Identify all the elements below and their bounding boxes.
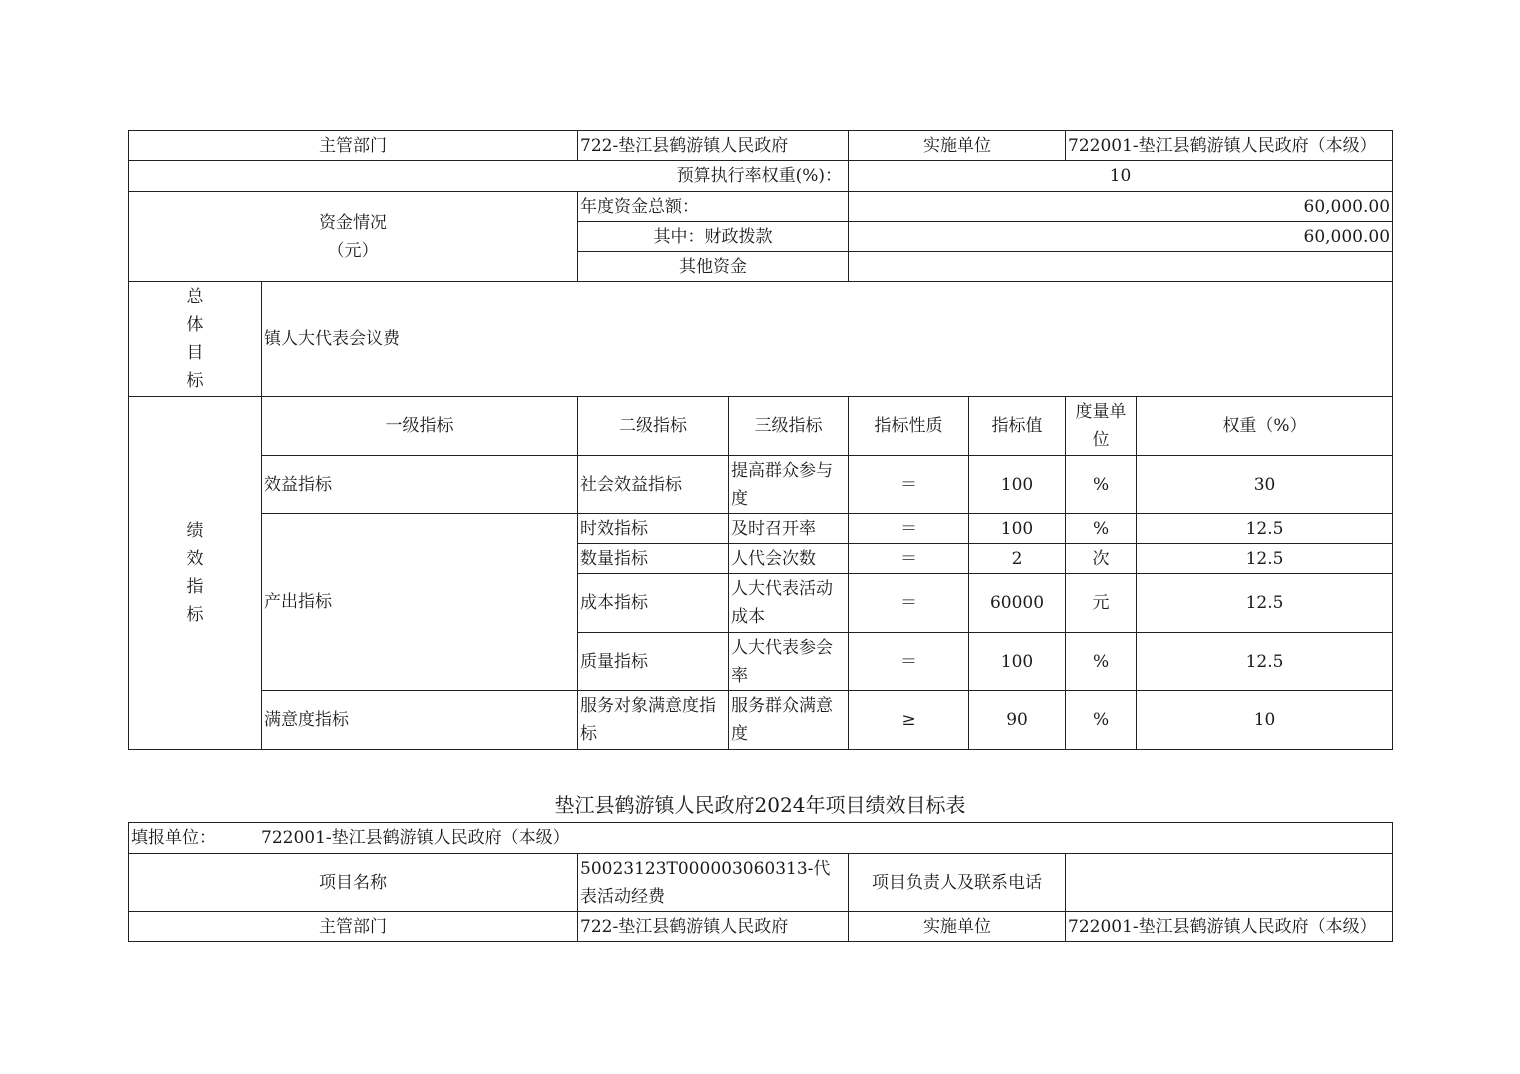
goal-char: 目 bbox=[186, 343, 204, 363]
header-value: 指标值 bbox=[969, 397, 1066, 456]
nature-cell: ＝ bbox=[849, 514, 969, 544]
level1-cell: 满意度指标 bbox=[262, 691, 578, 750]
header-level2: 二级指标 bbox=[578, 397, 729, 456]
fill-unit-label: 填报单位： bbox=[131, 828, 216, 848]
table-row bbox=[129, 514, 1393, 544]
table-row bbox=[129, 456, 1393, 514]
unit-cell: % bbox=[1066, 691, 1137, 750]
perf-char: 指 bbox=[186, 577, 204, 597]
funds-label bbox=[129, 192, 578, 282]
project-name-value: 50023123T000003060313-代表活动经费 bbox=[578, 854, 849, 912]
unit-cell: % bbox=[1066, 633, 1137, 691]
goal-char: 体 bbox=[186, 315, 204, 335]
project-info-table bbox=[128, 822, 1393, 942]
supervisor-label: 主管部门 bbox=[129, 131, 578, 161]
level3-cell: 人代会次数 bbox=[729, 544, 849, 574]
value-cell: 100 bbox=[969, 456, 1066, 514]
unit-cell: 元 bbox=[1066, 574, 1137, 633]
level1-cell: 产出指标 bbox=[262, 514, 578, 691]
nature-cell: ＝ bbox=[849, 574, 969, 633]
contact-label: 项目负责人及联系电话 bbox=[849, 854, 1066, 912]
impl-unit-value-2: 722001-垫江县鹤游镇人民政府（本级） bbox=[1066, 912, 1393, 942]
level1-cell: 效益指标 bbox=[262, 456, 578, 514]
level3-cell: 服务群众满意度 bbox=[729, 691, 849, 750]
goal-char: 标 bbox=[186, 371, 204, 391]
value-cell: 2 bbox=[969, 544, 1066, 574]
funds-label-unit: （元） bbox=[327, 240, 379, 261]
unit-cell: % bbox=[1066, 456, 1137, 514]
overall-goal-text: 镇人大代表会议费 bbox=[262, 282, 1393, 397]
annual-total-value: 60,000.00 bbox=[849, 192, 1393, 222]
performance-target-table bbox=[128, 130, 1393, 750]
perf-char: 效 bbox=[186, 549, 204, 569]
weight-cell: 12.5 bbox=[1137, 544, 1393, 574]
value-cell: 90 bbox=[969, 691, 1066, 750]
fill-unit-row bbox=[129, 823, 1393, 854]
fill-unit-value: 722001-垫江县鹤游镇人民政府（本级） bbox=[261, 828, 570, 848]
weight-cell: 12.5 bbox=[1137, 574, 1393, 633]
project-name-label: 项目名称 bbox=[129, 854, 578, 912]
value-cell: 60000 bbox=[969, 574, 1066, 633]
annual-total-label: 年度资金总额： bbox=[578, 192, 849, 222]
perf-char: 标 bbox=[186, 605, 204, 625]
document-title: 垫江县鹤游镇人民政府2024年项目绩效目标表 bbox=[554, 793, 966, 817]
value-cell: 100 bbox=[969, 514, 1066, 544]
header-unit: 度量单位 bbox=[1066, 397, 1137, 456]
budget-weight-label: 预算执行率权重(%)： bbox=[129, 161, 849, 192]
funds-label-main: 资金情况 bbox=[319, 212, 387, 233]
impl-unit-value: 722001-垫江县鹤游镇人民政府（本级） bbox=[1066, 131, 1393, 161]
goal-char: 总 bbox=[186, 287, 204, 307]
level2-cell: 服务对象满意度指标 bbox=[578, 691, 729, 750]
level3-cell: 人大代表活动成本 bbox=[729, 574, 849, 633]
level2-cell: 时效指标 bbox=[578, 514, 729, 544]
contact-value bbox=[1066, 854, 1393, 912]
level3-cell: 提高群众参与度 bbox=[729, 456, 849, 514]
perf-char: 绩 bbox=[186, 521, 204, 541]
supervisor-value-2: 722-垫江县鹤游镇人民政府 bbox=[578, 912, 849, 942]
header-level3: 三级指标 bbox=[729, 397, 849, 456]
other-funds-label: 其他资金 bbox=[578, 252, 849, 282]
header-level1: 一级指标 bbox=[262, 397, 578, 456]
header-nature: 指标性质 bbox=[849, 397, 969, 456]
nature-cell: ≥ bbox=[849, 691, 969, 750]
supervisor-label-2: 主管部门 bbox=[129, 912, 578, 942]
fiscal-label: 其中：财政拨款 bbox=[578, 222, 849, 252]
level2-cell: 质量指标 bbox=[578, 633, 729, 691]
impl-unit-label-2: 实施单位 bbox=[849, 912, 1066, 942]
fiscal-value: 60,000.00 bbox=[849, 222, 1393, 252]
unit-cell: 次 bbox=[1066, 544, 1137, 574]
table-row bbox=[129, 691, 1393, 750]
overall-goal-label bbox=[129, 282, 262, 397]
other-funds-value bbox=[849, 252, 1393, 282]
level3-cell: 及时召开率 bbox=[729, 514, 849, 544]
weight-cell: 30 bbox=[1137, 456, 1393, 514]
weight-cell: 12.5 bbox=[1137, 633, 1393, 691]
impl-unit-label: 实施单位 bbox=[849, 131, 1066, 161]
supervisor-value: 722-垫江县鹤游镇人民政府 bbox=[578, 131, 849, 161]
budget-weight-value: 10 bbox=[849, 161, 1393, 192]
header-weight: 权重（%） bbox=[1137, 397, 1393, 456]
level3-cell: 人大代表参会率 bbox=[729, 633, 849, 691]
weight-cell: 10 bbox=[1137, 691, 1393, 750]
level2-cell: 数量指标 bbox=[578, 544, 729, 574]
level2-cell: 成本指标 bbox=[578, 574, 729, 633]
nature-cell: ＝ bbox=[849, 544, 969, 574]
unit-cell: % bbox=[1066, 514, 1137, 544]
nature-cell: ＝ bbox=[849, 456, 969, 514]
performance-indicator-label bbox=[129, 397, 262, 750]
nature-cell: ＝ bbox=[849, 633, 969, 691]
value-cell: 100 bbox=[969, 633, 1066, 691]
weight-cell: 12.5 bbox=[1137, 514, 1393, 544]
level2-cell: 社会效益指标 bbox=[578, 456, 729, 514]
